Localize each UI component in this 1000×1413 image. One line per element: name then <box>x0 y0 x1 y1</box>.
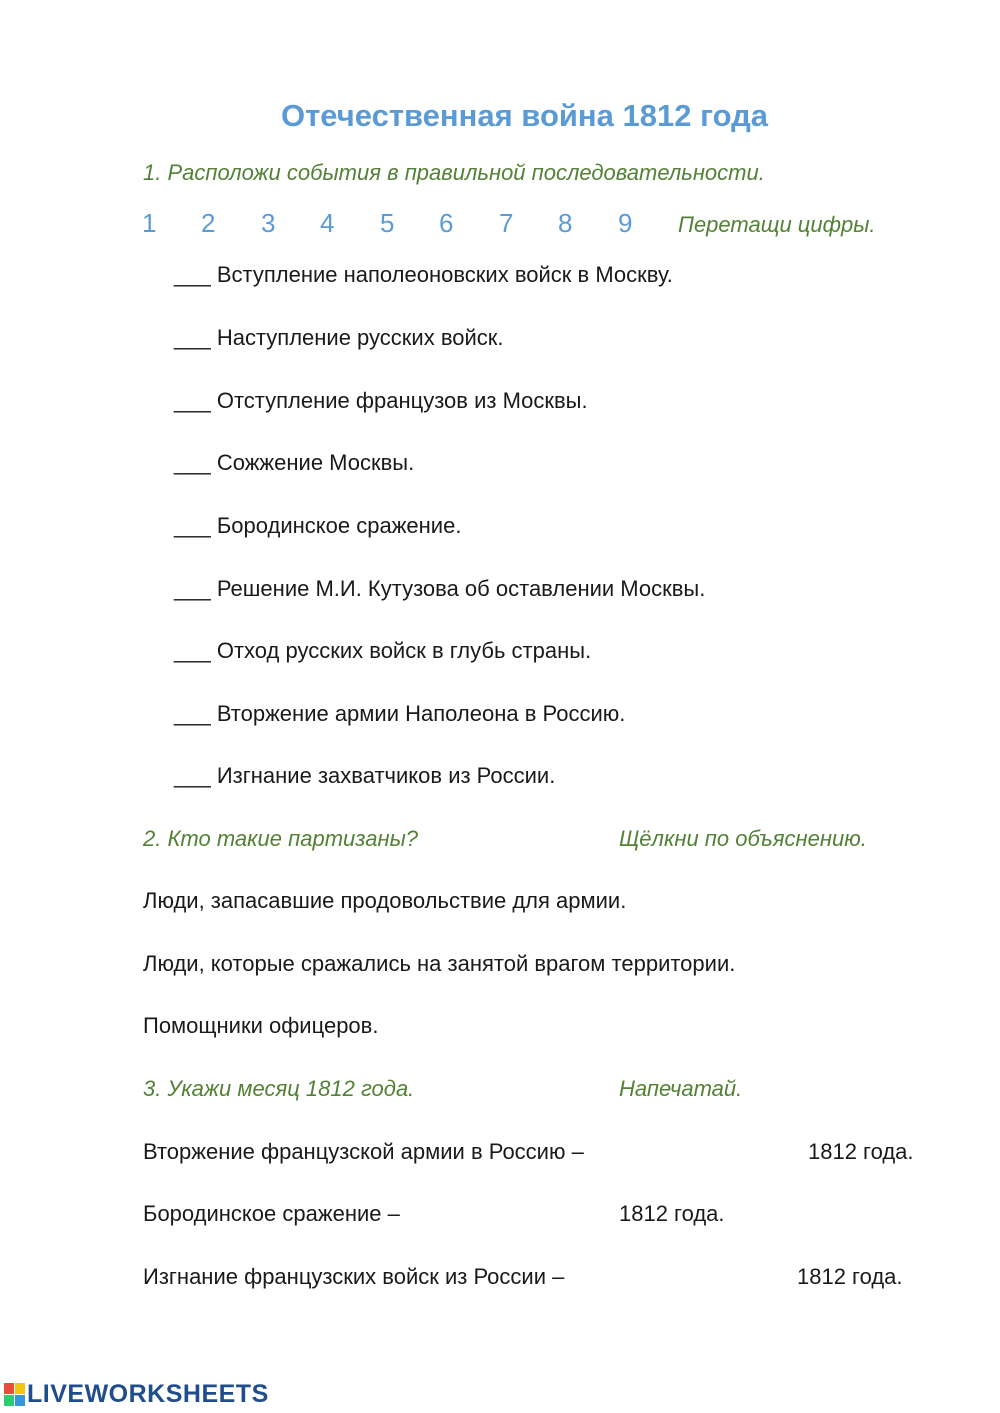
month-row-label: Вторжение французской армии в Россию – <box>143 1139 584 1164</box>
answer-option-2[interactable]: Люди, которые сражались на занятой врагом территории. <box>143 951 736 976</box>
drop-slot[interactable]: ___ <box>174 763 211 788</box>
event-item <box>174 450 414 476</box>
event-text: Решение М.И. Кутузова об оставлении Москвы. <box>216 576 706 601</box>
drop-slot[interactable]: ___ <box>174 450 211 475</box>
event-text: Отход русских войск в глубь страны. <box>216 638 592 663</box>
task3-hint: Напечатай. <box>619 1076 743 1101</box>
drop-slot[interactable]: ___ <box>174 262 211 287</box>
event-item <box>174 763 555 789</box>
event-item <box>174 576 705 602</box>
event-text: Изгнание захватчиков из России. <box>216 763 556 788</box>
event-text: Вторжение армии Наполеона в Россию. <box>216 701 626 726</box>
month-input[interactable] <box>445 1199 610 1229</box>
month-row-label: Бородинское сражение – <box>143 1201 400 1226</box>
event-text: Вступление наполеоновских войск в Москву. <box>216 262 673 287</box>
event-item <box>174 701 625 727</box>
drop-slot[interactable]: ___ <box>174 388 211 413</box>
month-input[interactable] <box>622 1262 788 1292</box>
drag-number-4[interactable]: 4 <box>320 208 335 238</box>
month-row-label: Изгнание французских войск из России – <box>143 1264 565 1289</box>
task3-question: 3. Укажи месяц 1812 года. <box>143 1076 415 1101</box>
month-row-suffix: 1812 года. <box>808 1139 914 1164</box>
event-item <box>174 638 591 664</box>
task1-hint: Перетащи цифры. <box>678 212 876 237</box>
drag-number-7[interactable]: 7 <box>499 208 514 238</box>
task1-instruction: 1. Расположи события в правильной последовательности. <box>143 160 765 185</box>
event-text: Бородинское сражение. <box>216 513 462 538</box>
page-title: Отечественная война 1812 года <box>281 98 769 133</box>
drop-slot[interactable]: ___ <box>174 701 211 726</box>
drag-number-2[interactable]: 2 <box>201 208 216 238</box>
drag-number-5[interactable]: 5 <box>380 208 395 238</box>
event-item <box>174 325 504 351</box>
month-row-suffix: 1812 года. <box>797 1264 903 1289</box>
drag-number-3[interactable]: 3 <box>261 208 276 238</box>
task2-question: 2. Кто такие партизаны? <box>143 826 419 851</box>
brand-logo <box>4 1380 269 1408</box>
answer-option-1[interactable]: Люди, запасавшие продовольствие для армии. <box>143 888 627 913</box>
logo-blocks-icon <box>4 1383 25 1406</box>
event-item <box>174 513 461 539</box>
brand-name: LIVEWORKSHEETS <box>27 1379 269 1408</box>
event-item <box>174 262 673 288</box>
task2-hint: Щёлкни по объяснению. <box>619 826 867 851</box>
event-text: Наступление русских войск. <box>216 325 504 350</box>
drag-number-6[interactable]: 6 <box>439 208 454 238</box>
answer-option-3[interactable]: Помощники офицеров. <box>143 1013 379 1038</box>
event-text: Отступление французов из Москвы. <box>216 388 588 413</box>
drag-number-8[interactable]: 8 <box>558 208 573 238</box>
month-input[interactable] <box>645 1137 800 1167</box>
drop-slot[interactable]: ___ <box>174 325 211 350</box>
drag-number-9[interactable]: 9 <box>618 208 633 238</box>
event-item <box>174 388 588 414</box>
month-row-suffix: 1812 года. <box>619 1201 725 1226</box>
event-text: Сожжение Москвы. <box>216 450 415 475</box>
drag-number-1[interactable]: 1 <box>142 208 157 238</box>
drop-slot[interactable]: ___ <box>174 513 211 538</box>
drop-slot[interactable]: ___ <box>174 638 211 663</box>
drop-slot[interactable]: ___ <box>174 576 211 601</box>
